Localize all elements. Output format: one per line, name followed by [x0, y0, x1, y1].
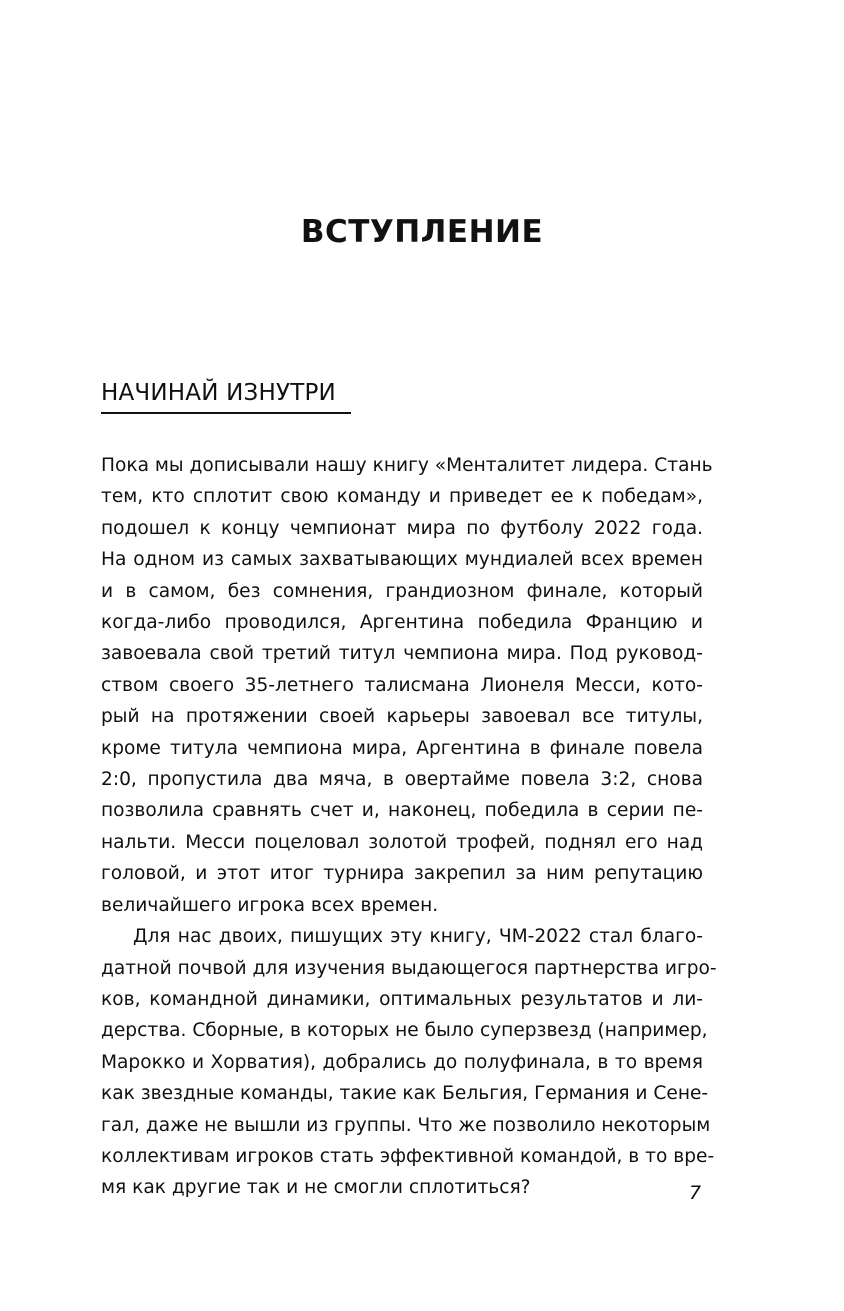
text-line: дерства. Сборные, в которых не было суперзвезд (например, — [101, 1020, 708, 1042]
text-line: нальти. Месси поцеловал золотой трофей, поднял его над — [101, 831, 703, 853]
page-number: 7 — [689, 1182, 702, 1204]
paragraph-1 — [101, 450, 713, 921]
text-line: завоевала свой третий титул чемпиона мира. Под руковод- — [101, 643, 703, 665]
text-line: рый на протяжении своей карьеры завоевал все титулы, — [101, 706, 703, 728]
body-text — [101, 450, 717, 1204]
text-line: головой, и этот итог турнира закрепил за ним репутацию — [101, 863, 703, 885]
text-line: 2:0, пропустила два мяча, в овертайме повела 3:2, снова — [101, 769, 703, 791]
text-line: На одном из самых захватывающих мундиалей всех времен — [101, 549, 703, 571]
paragraph-2 — [101, 921, 717, 1204]
text-line: и в самом, без сомнения, грандиозном финале, который — [101, 580, 703, 602]
text-line: тем, кто сплотит свою команду и приведет ее к победам», — [101, 486, 703, 508]
text-line: позволила сравнять счет и, наконец, победила в серии пе- — [101, 800, 703, 822]
text-line: подошел к концу чемпионат мира по футболу 2022 года. — [101, 517, 703, 539]
text-line: датной почвой для изучения выдающегося партнерства игро- — [101, 957, 717, 979]
text-line: кроме титула чемпиона мира, Аргентина в финале повела — [101, 737, 703, 759]
text-line: коллективам игроков стать эффективной командой, в то вре- — [101, 1145, 715, 1167]
chapter-title: ВСТУПЛЕНИЕ — [300, 214, 544, 250]
text-line: ством своего 35-летнего талисмана Лионеля Месси, кото- — [101, 674, 703, 696]
text-line: как звездные команды, такие как Бельгия, Германия и Сене- — [101, 1083, 709, 1105]
text-line: когда-либо проводился, Аргентина победила Францию и — [101, 612, 703, 634]
section-heading: НАЧИНАЙ ИЗНУТРИ — [101, 380, 351, 414]
text-line: мя как другие так и не смогли сплотиться? — [101, 1177, 531, 1199]
text-line: гал, даже не вышли из группы. Что же позволило некоторым — [101, 1114, 711, 1136]
text-line: Для нас двоих, пишущих эту книгу, ЧМ-2022 стал благо- — [133, 926, 703, 948]
text-line: ков, командной динамики, оптимальных результатов и ли- — [101, 988, 703, 1010]
text-line: Марокко и Хорватия), добрались до полуфинала, в то время — [101, 1051, 703, 1073]
text-line: величайшего игрока всех времен. — [101, 894, 439, 916]
text-line: Пока мы дописывали нашу книгу «Менталитет лидера. Стань — [101, 455, 713, 476]
